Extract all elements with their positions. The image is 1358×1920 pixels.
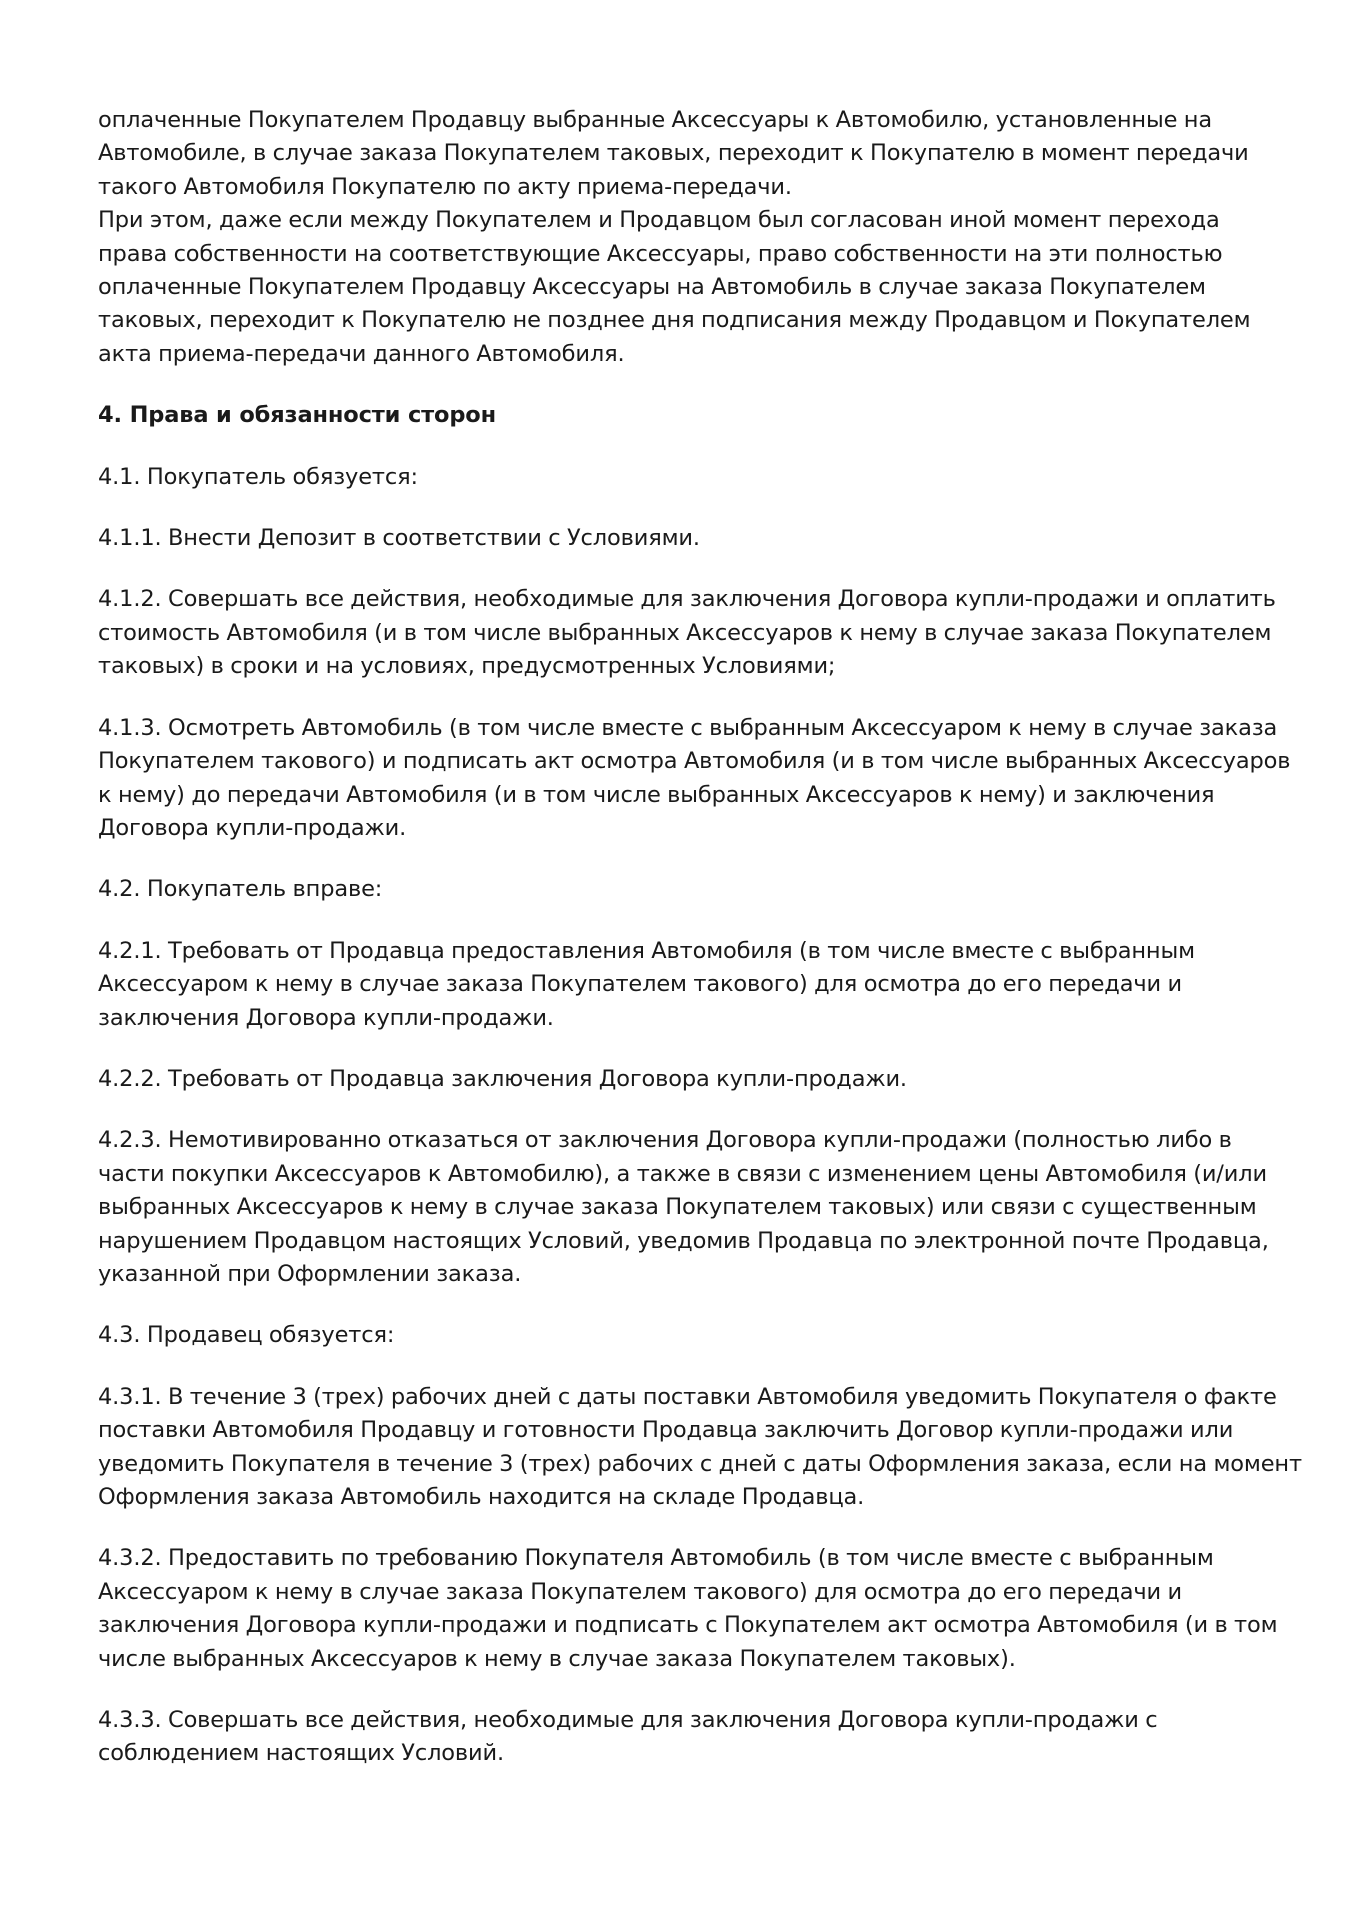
text-line: заключения Договора купли-продажи и подписать с Покупателем акт осмотра Автомобиля (и в том	[98, 1612, 1278, 1639]
clause-4-2-2	[98, 1063, 1278, 1096]
intro-paragraph	[98, 104, 1278, 371]
text-line: стоимость Автомобиля (и в том числе выбранных Аксессуаров к нему в случае заказа Покупателем	[98, 619, 1272, 646]
text-line: 4.1.3. Осмотреть Автомобиль (в том числе вместе с выбранным Аксессуаром к нему в случае заказа	[98, 714, 1278, 741]
text-line: 4.1.1. Внести Депозит в соответствии с Условиями.	[98, 525, 700, 552]
text-line: таковых, переходит к Покупателю не позднее дня подписания между Продавцом и Покупателем	[98, 307, 1251, 334]
text-line: Аксессуаром к нему в случае заказа Покупателем такового) для осмотра до его передачи и	[98, 971, 1182, 998]
text-line: 4.2.2. Требовать от Продавца заключения Договора купли-продажи.	[98, 1065, 907, 1092]
text-line: 4.2.3. Немотивированно отказаться от заключения Договора купли-продажи (полностью либо в	[98, 1127, 1232, 1154]
text-line: Аксессуаром к нему в случае заказа Покупателем такового) для осмотра до его передачи и	[98, 1578, 1182, 1605]
text-line: части покупки Аксессуаров к Автомобилю), а также в связи с изменением цены Автомобиля (и/или	[98, 1160, 1267, 1187]
text-line: поставки Автомобиля Продавцу и готовности Продавца заключить Договор купли-продажи или	[98, 1417, 1234, 1444]
text-line: Автомобиле, в случае заказа Покупателем таковых, переходит к Покупателю в момент передачи	[98, 140, 1249, 167]
text-line: 4.3.2. Предоставить по требованию Покупателя Автомобиль (в том числе вместе с выбранным	[98, 1545, 1214, 1572]
text-line: Оформления заказа Автомобиль находится на складе Продавца.	[98, 1484, 865, 1510]
text-line: 4.1.2. Совершать все действия, необходимые для заключения Договора купли-продажи и оплатить	[98, 586, 1276, 613]
text-line: нарушением Продавцом настоящих Условий, уведомив Продавца по электронной почте Продавца,	[98, 1227, 1269, 1254]
section-heading: 4. Права и обязанности сторон	[98, 402, 497, 429]
clause-4-2-1	[98, 935, 1278, 1035]
clause-4-2-3	[98, 1124, 1278, 1291]
text-line: числе выбранных Аксессуаров к нему в случае заказа Покупателем таковых).	[98, 1645, 1016, 1672]
clause-4-1-2	[98, 583, 1278, 683]
text-line: 4.3.1. В течение 3 (трех) рабочих дней с даты поставки Автомобиля уведомить Покупателя о факте	[98, 1383, 1277, 1410]
text-line: При этом, даже если между Покупателем и Продавцом был согласован иной момент перехода	[98, 207, 1220, 234]
clause-4-1-3	[98, 712, 1291, 846]
text-line: оплаченные Покупателем Продавцу Аксессуары на Автомобиль в случае заказа Покупателем	[98, 274, 1206, 301]
text-line: 4.2. Покупатель вправе:	[98, 876, 383, 903]
text-line: права собственности на соответствующие Аксессуары, право собственности на эти полностью	[98, 240, 1223, 267]
clause-4-3	[98, 1319, 1278, 1352]
text-line: Покупателем такового) и подписать акт осмотра Автомобиля (и в том числе выбранных Аксессуаров	[98, 748, 1291, 775]
text-line: такого Автомобиля Покупателю по акту приема-передачи.	[98, 173, 792, 200]
clause-4-2	[98, 873, 1278, 906]
text-line: к нему) до передачи Автомобиля (и в том числе выбранных Аксессуаров к нему) и заключения	[98, 781, 1215, 808]
text-line: 4.3.3. Совершать все действия, необходимые для заключения Договора купли-продажи с	[98, 1707, 1158, 1734]
clause-4-1	[98, 461, 1278, 494]
text-line: таковых) в сроки и на условиях, предусмотренных Условиями;	[98, 653, 836, 680]
clause-4-3-2	[98, 1542, 1278, 1676]
clause-4-1-1	[98, 522, 1278, 555]
text-line: 4.2.1. Требовать от Продавца предоставления Автомобиля (в том числе вместе с выбранным	[98, 937, 1195, 964]
clause-4-3-1	[98, 1381, 1302, 1515]
text-line: 4.1. Покупатель обязуется:	[98, 463, 418, 490]
document-content	[98, 104, 1302, 1799]
text-line: оплаченные Покупателем Продавцу выбранные Аксессуары к Автомобилю, установленные на	[98, 107, 1212, 133]
text-line: уведомить Покупателя в течение 3 (трех) рабочих с дней с даты Оформления заказа, если на момент	[98, 1450, 1302, 1477]
clause-4-3-3	[98, 1704, 1278, 1771]
text-line: выбранных Аксессуаров к нему в случае заказа Покупателем таковых) или связи с существенным	[98, 1194, 1257, 1221]
text-line: заключения Договора купли-продажи.	[98, 1004, 554, 1031]
text-line: указанной при Оформлении заказа.	[98, 1260, 522, 1287]
text-line: 4.3. Продавец обязуется:	[98, 1322, 395, 1349]
text-line: соблюдением настоящих Условий.	[98, 1740, 504, 1767]
text-line: акта приема-передачи данного Автомобиля.	[98, 340, 625, 367]
text-line: Договора купли-продажи.	[98, 814, 407, 841]
